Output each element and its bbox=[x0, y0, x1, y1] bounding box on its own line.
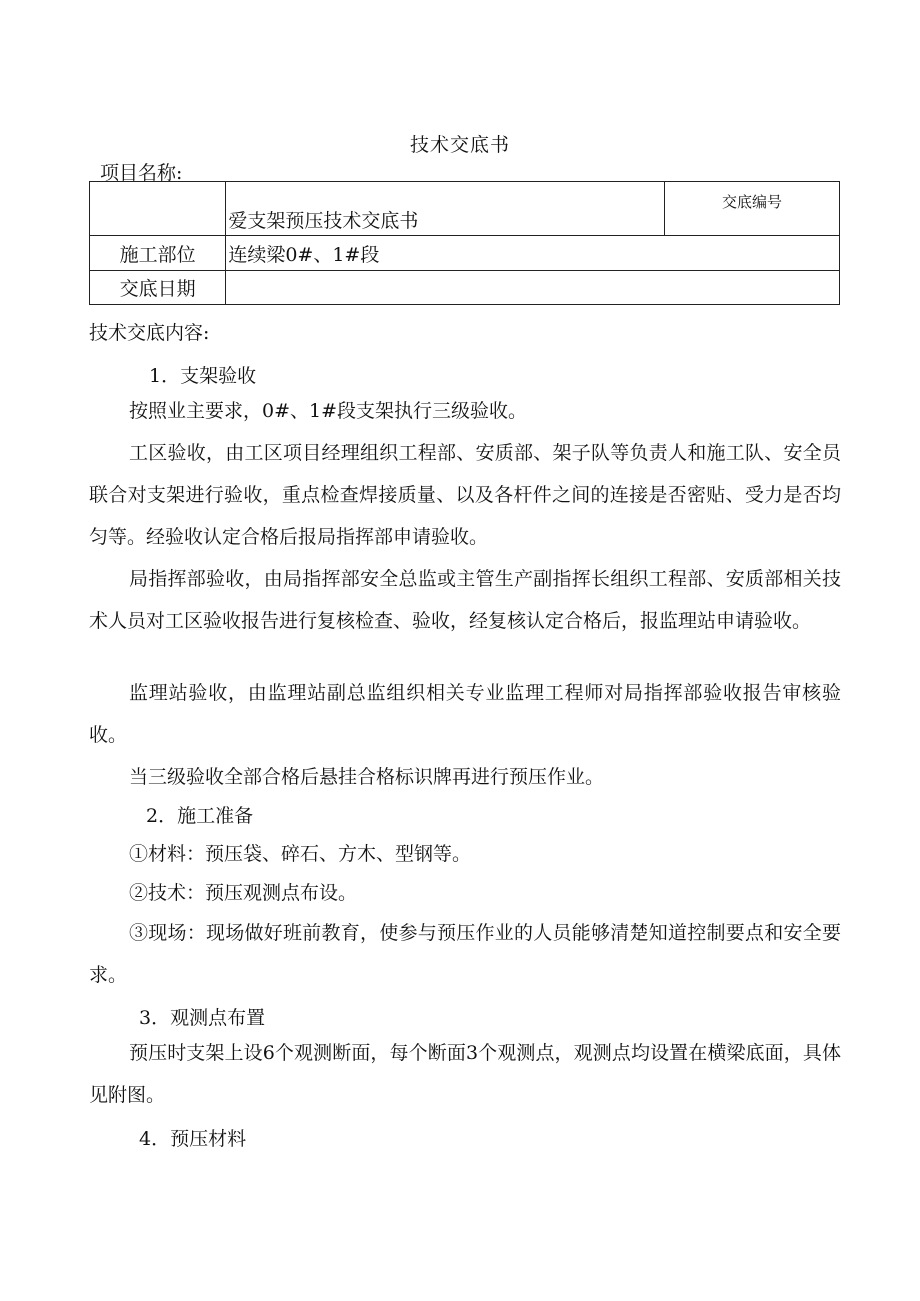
date-value-cell bbox=[226, 271, 840, 305]
section-1-paragraph: 局指挥部验收，由局指挥部安全总监或主管生产副指挥长组织工程部、安质部相关技术人员对工区验收报告进行复核检查、验收，经复核认定合格后，报监理站申请验收。 bbox=[89, 568, 841, 632]
section-3-paragraph: 预压时支架上设6个观测断面，每个断面3个观测点，观测点均设置在横梁底面，具体见附图。 bbox=[89, 1042, 841, 1106]
location-value-cell: 连续梁0#、1#段 bbox=[226, 236, 840, 271]
section-1-heading: 1．支架验收 bbox=[149, 365, 257, 387]
section-3-heading: 3．观测点布置 bbox=[139, 1007, 266, 1029]
empty-cell bbox=[90, 182, 226, 236]
location-label-cell: 施工部位 bbox=[90, 236, 226, 271]
content-label: 技术交底内容: bbox=[89, 322, 210, 344]
section-1-paragraph: 当三级验收全部合格后悬挂合格标识牌再进行预压作业。 bbox=[129, 766, 605, 788]
number-label-cell: 交底编号 bbox=[664, 182, 839, 236]
info-table bbox=[89, 181, 840, 305]
table-row bbox=[90, 182, 840, 236]
table-row bbox=[90, 271, 840, 305]
section-2-paragraph: ③现场：现场做好班前教育，使参与预压作业的人员能够清楚知道控制要点和安全要求。 bbox=[89, 922, 841, 986]
table-row bbox=[90, 236, 840, 271]
section-2-paragraph: ①材料：预压袋、碎石、方木、型钢等。 bbox=[129, 843, 472, 865]
section-2-paragraph: ②技术：预压观测点布设。 bbox=[129, 882, 358, 904]
project-name-label: 项目名称: bbox=[100, 162, 183, 184]
date-label-cell: 交底日期 bbox=[90, 271, 226, 305]
section-4-heading: 4．预压材料 bbox=[139, 1128, 247, 1150]
section-1-paragraph: 按照业主要求，0#、1#段支架执行三级验收。 bbox=[129, 400, 528, 422]
section-2-heading: 2．施工准备 bbox=[146, 805, 254, 827]
page-title: 技术交底书 bbox=[409, 134, 510, 156]
doc-name-cell: 爱支架预压技术交底书 bbox=[226, 182, 665, 236]
section-1-paragraph: 工区验收，由工区项目经理组织工程部、安质部、架子队等负责人和施工队、安全员联合对支架进行验收，重点检查焊接质量、以及各杆件之间的连接是否密贴、受力是否均匀等。经验收认定合格后报局指挥部申请验收。 bbox=[89, 442, 841, 548]
section-1-paragraph: 监理站验收，由监理站副总监组织相关专业监理工程师对局指挥部验收报告审核验收。 bbox=[89, 682, 841, 746]
